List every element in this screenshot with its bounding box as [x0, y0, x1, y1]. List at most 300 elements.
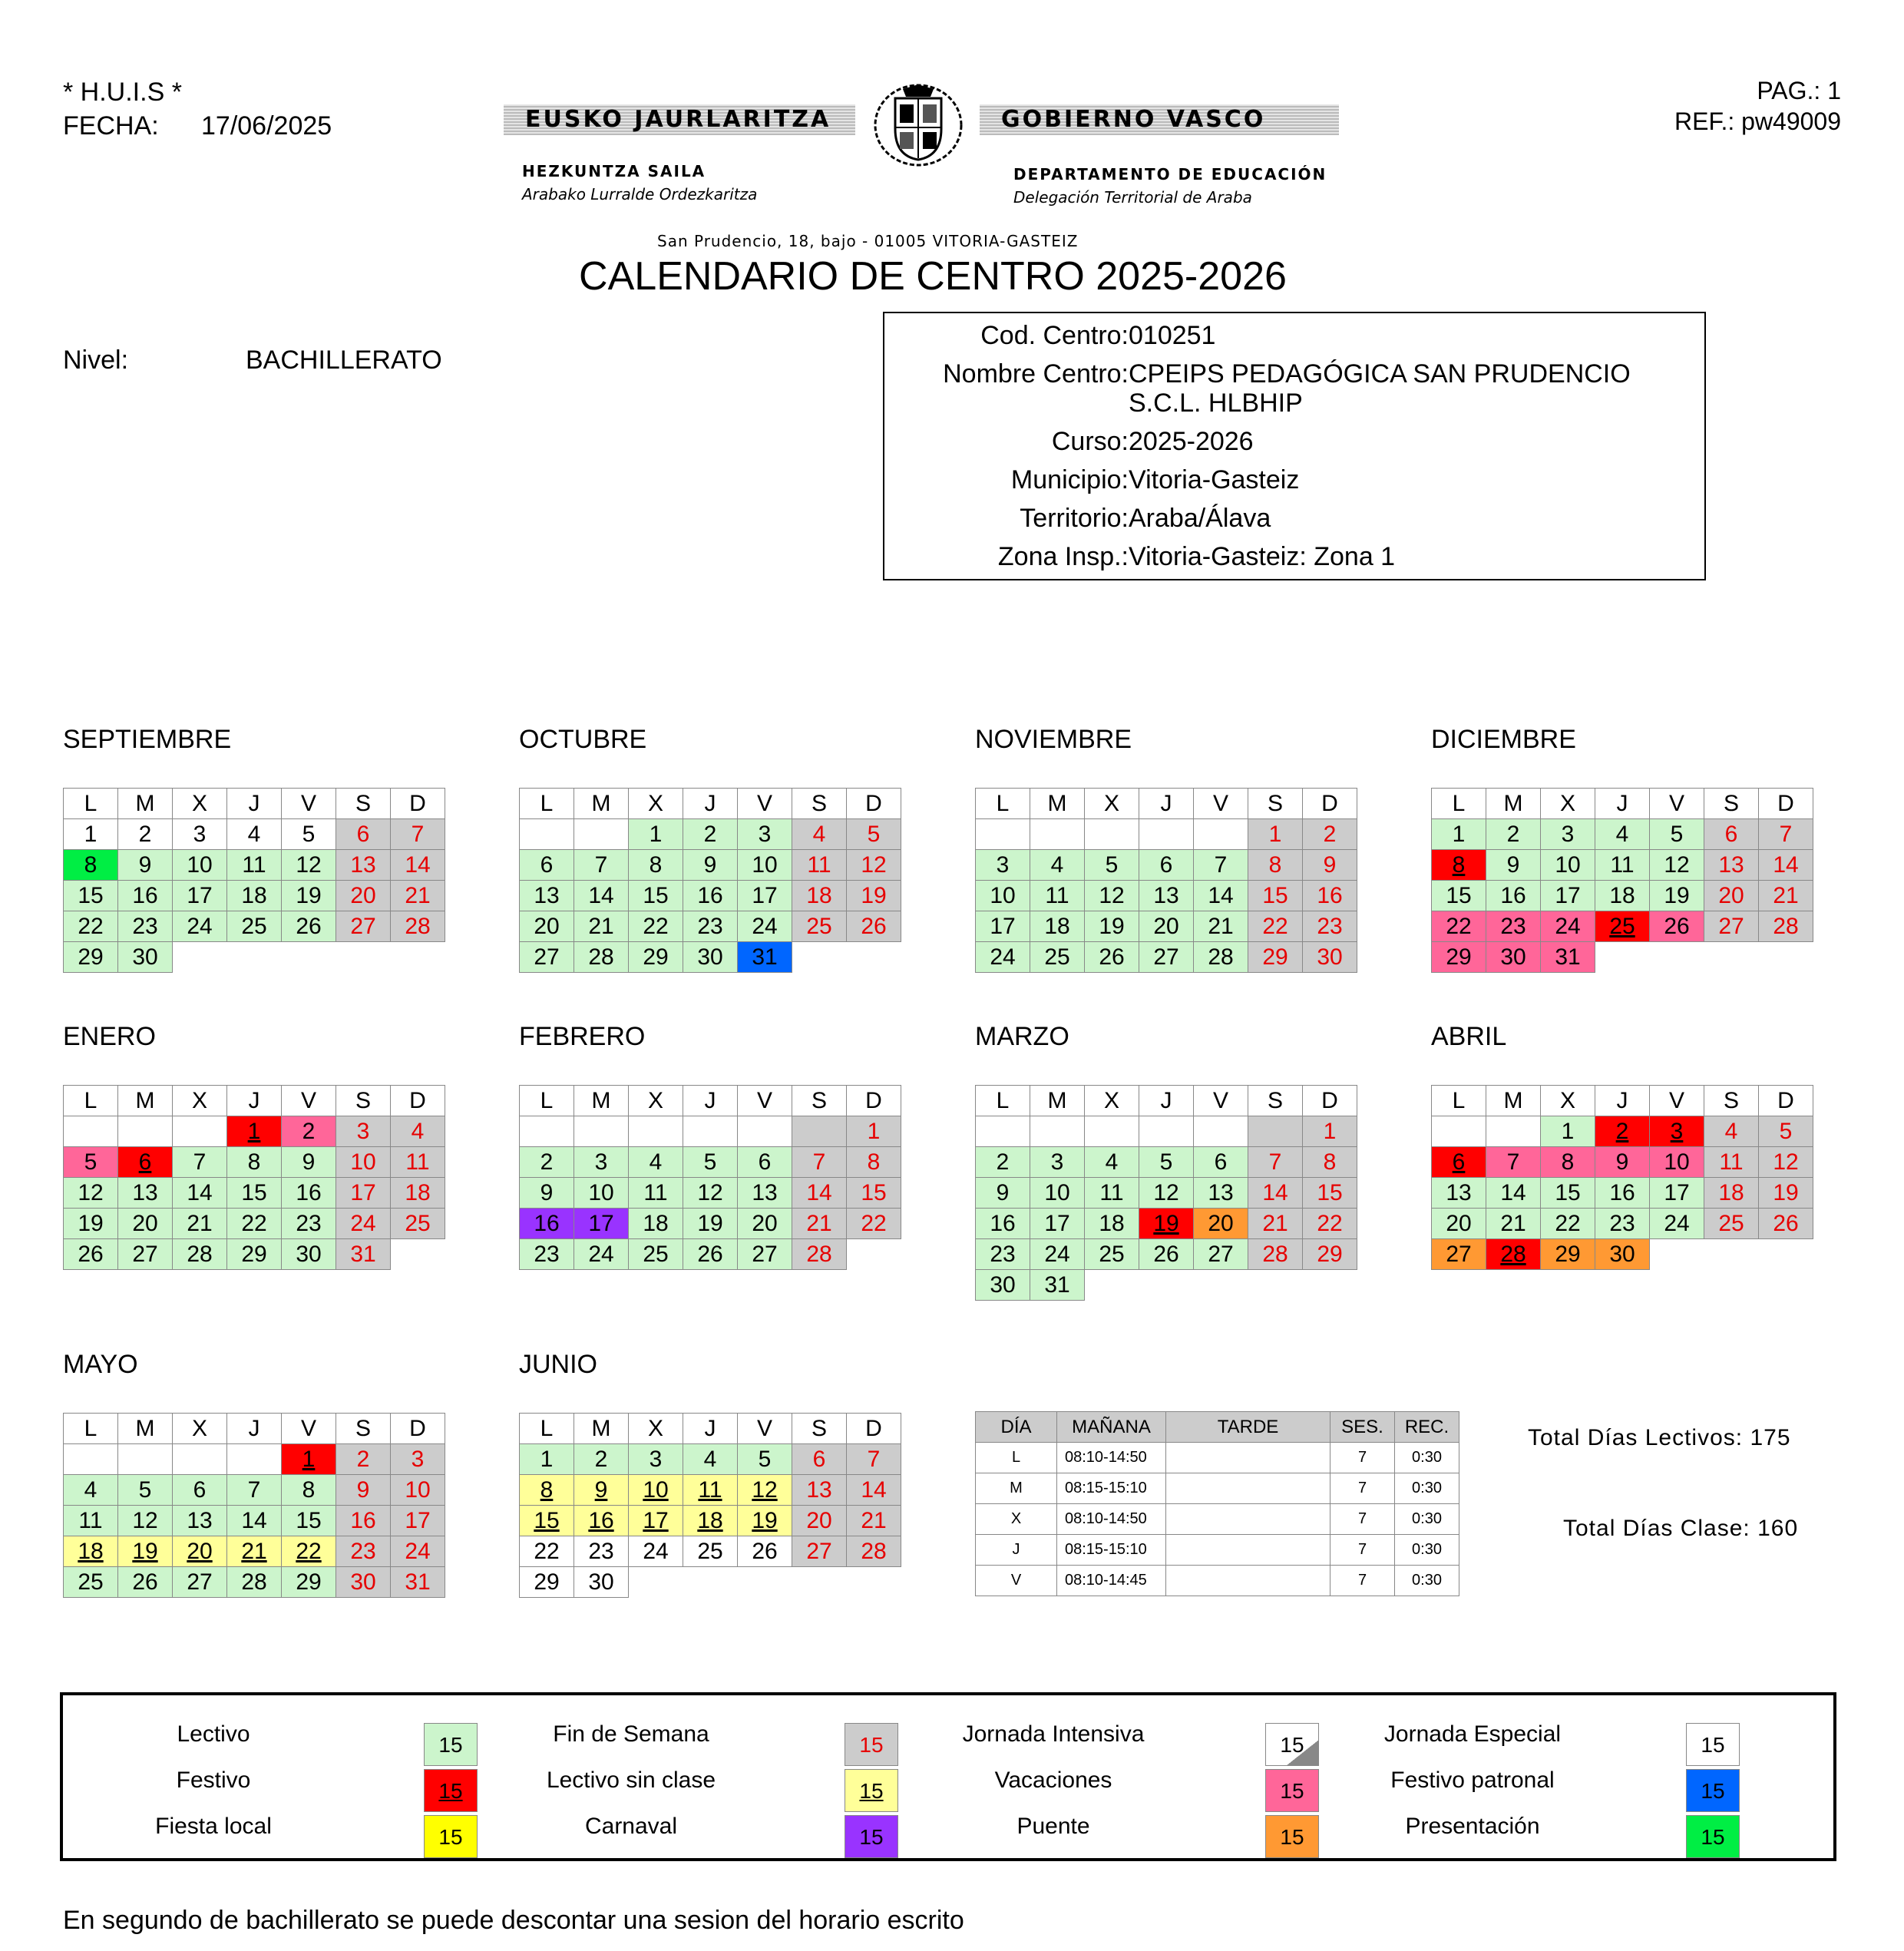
- municipio-value: Vitoria-Gasteiz: [1129, 465, 1300, 494]
- day-cell: 22: [1248, 911, 1303, 942]
- week-row: [520, 1444, 901, 1475]
- day-cell: 2: [1303, 819, 1357, 850]
- zona-value: Vitoria-Gasteiz: Zona 1: [1129, 542, 1396, 571]
- weekday-header: V: [1650, 789, 1704, 819]
- day-cell: 23: [574, 1536, 629, 1567]
- day-cell: 17: [1650, 1178, 1704, 1209]
- day-cell: 20: [118, 1209, 173, 1239]
- weekday-header: X: [173, 1086, 227, 1116]
- day-cell: 29: [1541, 1239, 1595, 1270]
- month-table: [975, 1085, 1357, 1301]
- empty-day-cell: [976, 1116, 1030, 1147]
- right-dept: DEPARTAMENTO DE EDUCACIÓN: [1013, 165, 1327, 184]
- total-lectivos: Total Días Lectivos: 175: [1528, 1425, 1791, 1450]
- weekday-header-row: [64, 789, 445, 819]
- day-cell: 31: [391, 1567, 445, 1598]
- day-cell: 4: [64, 1475, 118, 1506]
- weekday-header: D: [1303, 789, 1357, 819]
- day-cell: 25: [1030, 942, 1085, 973]
- week-row: [64, 1116, 445, 1147]
- day-cell: 26: [118, 1567, 173, 1598]
- empty-day-cell: [1432, 1116, 1486, 1147]
- day-cell: 4: [629, 1147, 683, 1178]
- week-row: [976, 881, 1357, 911]
- day-cell: 5: [1139, 1147, 1194, 1178]
- empty-day-cell: [574, 1116, 629, 1147]
- day-cell: 11: [683, 1475, 738, 1506]
- legend-label: Festivo: [176, 1767, 251, 1793]
- day-cell: 19: [1139, 1209, 1194, 1239]
- day-cell: 18: [792, 881, 847, 911]
- page-number: PAG.: 1: [1757, 77, 1841, 104]
- day-cell: 13: [1704, 850, 1759, 881]
- week-row: [976, 1209, 1357, 1239]
- week-row: [520, 1178, 901, 1209]
- day-cell: 11: [227, 850, 282, 881]
- week-row: [1432, 911, 1813, 942]
- day-cell: 15: [282, 1506, 336, 1536]
- day-cell: 1: [1541, 1116, 1595, 1147]
- day-cell: 10: [976, 881, 1030, 911]
- day-cell: 25: [227, 911, 282, 942]
- right-office: Delegación Territorial de Araba: [1013, 188, 1252, 207]
- day-cell: 4: [1030, 850, 1085, 881]
- schedule-cell: M: [976, 1473, 1057, 1504]
- day-cell: 13: [173, 1506, 227, 1536]
- day-cell: 19: [738, 1506, 792, 1536]
- day-cell: 18: [1030, 911, 1085, 942]
- empty-day-cell: [574, 819, 629, 850]
- week-row: [520, 1567, 901, 1598]
- week-row: [976, 911, 1357, 942]
- day-cell: 16: [1595, 1178, 1650, 1209]
- week-row: [64, 819, 445, 850]
- weekday-header: M: [118, 1414, 173, 1444]
- schedule-cell: [1166, 1504, 1330, 1535]
- week-row: [976, 819, 1357, 850]
- week-row: [520, 1536, 901, 1567]
- weekday-header: S: [336, 1086, 391, 1116]
- day-cell: 5: [1759, 1116, 1813, 1147]
- weekday-header: D: [391, 789, 445, 819]
- day-cell: 12: [1650, 850, 1704, 881]
- day-cell: 17: [336, 1178, 391, 1209]
- schedule-cell: 0:30: [1395, 1566, 1459, 1596]
- day-cell: 27: [173, 1567, 227, 1598]
- schedule-cell: 7: [1330, 1566, 1395, 1596]
- day-cell: 19: [118, 1536, 173, 1567]
- day-cell: 14: [227, 1506, 282, 1536]
- day-cell: 7: [227, 1475, 282, 1506]
- legend-label: Puente: [1016, 1814, 1090, 1839]
- weekday-header: D: [847, 1086, 901, 1116]
- day-cell: 21: [227, 1536, 282, 1567]
- day-cell: 17: [574, 1209, 629, 1239]
- day-cell: 29: [64, 942, 118, 973]
- day-cell: 18: [64, 1536, 118, 1567]
- logo-right-subtitle: [1013, 163, 1327, 209]
- schedule-cell: 7: [1330, 1473, 1395, 1504]
- coat-of-arms-icon: [872, 83, 964, 167]
- week-row: [976, 1178, 1357, 1209]
- day-cell: 9: [1486, 850, 1541, 881]
- day-cell: 24: [1541, 911, 1595, 942]
- day-cell: 13: [118, 1178, 173, 1209]
- day-cell: 13: [1194, 1178, 1248, 1209]
- day-cell: 30: [574, 1567, 629, 1598]
- day-cell: 1: [1432, 819, 1486, 850]
- schedule-row: [976, 1535, 1459, 1566]
- month-name: DICIEMBRE: [1431, 725, 1576, 754]
- day-cell: 30: [118, 942, 173, 973]
- empty-day-cell: [738, 1116, 792, 1147]
- day-cell: 20: [792, 1506, 847, 1536]
- day-cell: 9: [282, 1147, 336, 1178]
- day-cell: 27: [1432, 1239, 1486, 1270]
- day-cell: 6: [173, 1475, 227, 1506]
- week-row: [64, 1536, 445, 1567]
- nivel-label: Nivel:: [63, 346, 129, 375]
- day-cell: 26: [847, 911, 901, 942]
- left-office: Arabako Lurralde Ordezkaritza: [522, 185, 758, 203]
- weekday-header: S: [1704, 1086, 1759, 1116]
- day-cell: 18: [1595, 881, 1650, 911]
- day-cell: 10: [1650, 1147, 1704, 1178]
- schedule-cell: 08:10-14:50: [1057, 1504, 1166, 1535]
- day-cell: 22: [847, 1209, 901, 1239]
- schedule-header-row: [976, 1412, 1459, 1443]
- month-name: ABRIL: [1431, 1022, 1507, 1051]
- day-cell: 28: [391, 911, 445, 942]
- day-cell: 8: [1248, 850, 1303, 881]
- empty-day-cell: [1194, 1116, 1248, 1147]
- day-cell: 3: [336, 1116, 391, 1147]
- weekday-header: D: [847, 789, 901, 819]
- territorio-value: Araba/Álava: [1129, 504, 1271, 533]
- day-cell: 24: [574, 1239, 629, 1270]
- day-cell: 14: [1248, 1178, 1303, 1209]
- day-cell: 28: [1248, 1239, 1303, 1270]
- day-cell: 16: [976, 1209, 1030, 1239]
- logo-banner-spanish: GOBIERNO VASCO: [980, 104, 1339, 135]
- day-cell: 18: [1085, 1209, 1139, 1239]
- header-left: [63, 75, 332, 143]
- empty-day-cell: [792, 1116, 847, 1147]
- month-name: JUNIO: [519, 1350, 597, 1379]
- day-cell: 13: [738, 1178, 792, 1209]
- day-cell: 14: [1194, 881, 1248, 911]
- day-cell: 13: [792, 1475, 847, 1506]
- day-cell: 1: [520, 1444, 574, 1475]
- day-cell: 22: [1303, 1209, 1357, 1239]
- empty-day-cell: [520, 819, 574, 850]
- schedule-cell: 0:30: [1395, 1504, 1459, 1535]
- empty-day-cell: [1030, 819, 1085, 850]
- week-row: [64, 881, 445, 911]
- day-cell: 7: [173, 1147, 227, 1178]
- day-cell: 15: [1303, 1178, 1357, 1209]
- nombre-value: CPEIPS PEDAGÓGICA SAN PRUDENCIO S.C.L. HLBHIP: [1129, 359, 1631, 418]
- system-name: * H.U.I.S *: [63, 78, 182, 107]
- day-cell: 30: [282, 1239, 336, 1270]
- schedule-row: [976, 1473, 1459, 1504]
- schedule-header-cell: MAÑANA: [1057, 1412, 1166, 1443]
- day-cell: 21: [173, 1209, 227, 1239]
- day-cell: 14: [1486, 1178, 1541, 1209]
- day-cell: 13: [1139, 881, 1194, 911]
- day-cell: 2: [336, 1444, 391, 1475]
- day-cell: 19: [64, 1209, 118, 1239]
- weekday-header: S: [792, 1086, 847, 1116]
- schedule-cell: 7: [1330, 1535, 1395, 1566]
- weekday-header-row: [520, 789, 901, 819]
- week-row: [64, 911, 445, 942]
- day-cell: 6: [1704, 819, 1759, 850]
- weekday-header: J: [1139, 1086, 1194, 1116]
- day-cell: 24: [336, 1209, 391, 1239]
- day-cell: 17: [391, 1506, 445, 1536]
- day-cell: 30: [336, 1567, 391, 1598]
- legend-label: Jornada Especial: [1383, 1721, 1562, 1747]
- day-cell: 26: [1085, 942, 1139, 973]
- empty-day-cell: [64, 1116, 118, 1147]
- day-cell: 1: [64, 819, 118, 850]
- legend-label: Fiesta local: [155, 1814, 272, 1839]
- day-cell: 14: [574, 881, 629, 911]
- day-cell: 31: [336, 1239, 391, 1270]
- schedule-cell: 7: [1330, 1443, 1395, 1473]
- empty-day-cell: [173, 1116, 227, 1147]
- weekday-header: V: [282, 1414, 336, 1444]
- day-cell: 25: [1595, 911, 1650, 942]
- day-cell: 22: [227, 1209, 282, 1239]
- month-table: [63, 1413, 445, 1598]
- week-row: [520, 1116, 901, 1147]
- day-cell: 26: [1650, 911, 1704, 942]
- schedule-cell: [1166, 1443, 1330, 1473]
- weekday-header: L: [520, 789, 574, 819]
- weekday-header: M: [574, 789, 629, 819]
- day-cell: 22: [520, 1536, 574, 1567]
- day-cell: 19: [282, 881, 336, 911]
- day-cell: 5: [847, 819, 901, 850]
- day-cell: 27: [1704, 911, 1759, 942]
- day-cell: 23: [976, 1239, 1030, 1270]
- day-cell: 19: [847, 881, 901, 911]
- schedule-row: [976, 1443, 1459, 1473]
- day-cell: 3: [629, 1444, 683, 1475]
- day-cell: 4: [227, 819, 282, 850]
- weekday-header-row: [1432, 789, 1813, 819]
- day-cell: 28: [1759, 911, 1813, 942]
- day-cell: 20: [520, 911, 574, 942]
- day-cell: 23: [282, 1209, 336, 1239]
- empty-day-cell: [1486, 1116, 1541, 1147]
- day-cell: 31: [1030, 1270, 1085, 1301]
- weekday-header: S: [336, 789, 391, 819]
- day-cell: 10: [1030, 1178, 1085, 1209]
- legend-swatch-fp: 15: [1686, 1769, 1740, 1812]
- weekday-header: V: [282, 1086, 336, 1116]
- day-cell: 9: [1303, 850, 1357, 881]
- day-cell: 27: [520, 942, 574, 973]
- month-table: [519, 788, 901, 973]
- logo-left-subtitle: [522, 160, 757, 206]
- day-cell: 21: [574, 911, 629, 942]
- week-row: [976, 1239, 1357, 1270]
- day-cell: 7: [847, 1444, 901, 1475]
- week-row: [64, 1567, 445, 1598]
- week-row: [64, 942, 445, 973]
- week-row: [976, 1147, 1357, 1178]
- day-cell: 24: [976, 942, 1030, 973]
- week-row: [520, 850, 901, 881]
- month-name: ENERO: [63, 1022, 156, 1051]
- fecha-value: 17/06/2025: [201, 111, 332, 141]
- day-cell: 13: [1432, 1178, 1486, 1209]
- day-cell: 16: [1303, 881, 1357, 911]
- week-row: [64, 1444, 445, 1475]
- week-row: [1432, 819, 1813, 850]
- day-cell: 16: [336, 1506, 391, 1536]
- weekday-header: D: [847, 1414, 901, 1444]
- day-cell: 25: [391, 1209, 445, 1239]
- day-cell: 14: [847, 1475, 901, 1506]
- day-cell: 1: [847, 1116, 901, 1147]
- weekday-header: V: [1194, 1086, 1248, 1116]
- day-cell: 6: [1194, 1147, 1248, 1178]
- week-row: [520, 1475, 901, 1506]
- day-cell: 11: [629, 1178, 683, 1209]
- day-cell: 10: [1541, 850, 1595, 881]
- day-cell: 6: [520, 850, 574, 881]
- curso-label: Curso:: [1051, 427, 1129, 456]
- day-cell: 24: [391, 1536, 445, 1567]
- day-cell: 15: [520, 1506, 574, 1536]
- schedule-cell: 0:30: [1395, 1443, 1459, 1473]
- day-cell: 14: [792, 1178, 847, 1209]
- day-cell: 21: [847, 1506, 901, 1536]
- weekday-header: L: [520, 1414, 574, 1444]
- schedule-header-cell: DÍA: [976, 1412, 1057, 1443]
- weekday-header: J: [1595, 1086, 1650, 1116]
- day-cell: 21: [1194, 911, 1248, 942]
- weekday-header: V: [738, 789, 792, 819]
- day-cell: 27: [738, 1239, 792, 1270]
- week-row: [64, 1147, 445, 1178]
- weekday-header: J: [683, 1086, 738, 1116]
- day-cell: 1: [1303, 1116, 1357, 1147]
- day-cell: 12: [738, 1475, 792, 1506]
- day-cell: 9: [976, 1178, 1030, 1209]
- week-row: [520, 1506, 901, 1536]
- day-cell: 18: [1704, 1178, 1759, 1209]
- day-cell: 12: [847, 850, 901, 881]
- day-cell: 2: [1595, 1116, 1650, 1147]
- day-cell: 10: [574, 1178, 629, 1209]
- header-right: [1674, 75, 1841, 137]
- weekday-header: L: [976, 789, 1030, 819]
- weekday-header: M: [1486, 789, 1541, 819]
- curso-value: 2025-2026: [1129, 427, 1254, 456]
- day-cell: 5: [1650, 819, 1704, 850]
- day-cell: 12: [64, 1178, 118, 1209]
- day-cell: 11: [391, 1147, 445, 1178]
- month-name: FEBRERO: [519, 1022, 646, 1051]
- day-cell: 12: [118, 1506, 173, 1536]
- weekday-header: M: [118, 1086, 173, 1116]
- month-table: [63, 1085, 445, 1270]
- day-cell: 2: [976, 1147, 1030, 1178]
- day-cell: 8: [227, 1147, 282, 1178]
- day-cell: 2: [520, 1147, 574, 1178]
- weekday-header: X: [1541, 789, 1595, 819]
- logo-banner-basque: EUSKO JAURLARITZA: [504, 104, 855, 135]
- legend-swatch-ls: 15: [845, 1769, 898, 1812]
- day-cell: 28: [1194, 942, 1248, 973]
- day-cell: 21: [1248, 1209, 1303, 1239]
- day-cell: 23: [336, 1536, 391, 1567]
- day-cell: 22: [64, 911, 118, 942]
- day-cell: 10: [336, 1147, 391, 1178]
- legend-swatch-va: 15: [1265, 1769, 1319, 1812]
- day-cell: 6: [336, 819, 391, 850]
- legend-label: Fin de Semana: [553, 1721, 709, 1747]
- day-cell: 25: [1085, 1239, 1139, 1270]
- day-cell: 7: [574, 850, 629, 881]
- empty-day-cell: [1085, 1116, 1139, 1147]
- legend-swatch-fl: 15: [424, 1815, 478, 1858]
- day-cell: 5: [282, 819, 336, 850]
- day-cell: 21: [391, 881, 445, 911]
- weekday-header-row: [1432, 1086, 1813, 1116]
- day-cell: 24: [1650, 1209, 1704, 1239]
- empty-day-cell: [227, 1444, 282, 1475]
- day-cell: 8: [1541, 1147, 1595, 1178]
- day-cell: 20: [1704, 881, 1759, 911]
- weekday-header: L: [976, 1086, 1030, 1116]
- weekday-header: M: [1030, 1086, 1085, 1116]
- day-cell: 18: [391, 1178, 445, 1209]
- day-cell: 7: [391, 819, 445, 850]
- empty-day-cell: [64, 1444, 118, 1475]
- day-cell: 25: [64, 1567, 118, 1598]
- day-cell: 7: [1759, 819, 1813, 850]
- day-cell: 24: [738, 911, 792, 942]
- day-cell: 24: [173, 911, 227, 942]
- weekday-header: M: [1030, 789, 1085, 819]
- day-cell: 7: [1194, 850, 1248, 881]
- schedule-header-cell: SES.: [1330, 1412, 1395, 1443]
- day-cell: 1: [629, 819, 683, 850]
- empty-day-cell: [1194, 819, 1248, 850]
- day-cell: 21: [1759, 881, 1813, 911]
- day-cell: 16: [574, 1506, 629, 1536]
- day-cell: 12: [1085, 881, 1139, 911]
- schedule-cell: [1166, 1473, 1330, 1504]
- week-row: [976, 1116, 1357, 1147]
- day-cell: 20: [173, 1536, 227, 1567]
- legend-swatch-ca: 15: [845, 1815, 898, 1858]
- weekday-header: V: [738, 1414, 792, 1444]
- day-cell: 25: [629, 1239, 683, 1270]
- week-row: [1432, 850, 1813, 881]
- day-cell: 8: [1303, 1147, 1357, 1178]
- legend-swatch-lv: 15: [424, 1723, 478, 1766]
- week-row: [64, 1209, 445, 1239]
- day-cell: 26: [1139, 1239, 1194, 1270]
- day-cell: 29: [520, 1567, 574, 1598]
